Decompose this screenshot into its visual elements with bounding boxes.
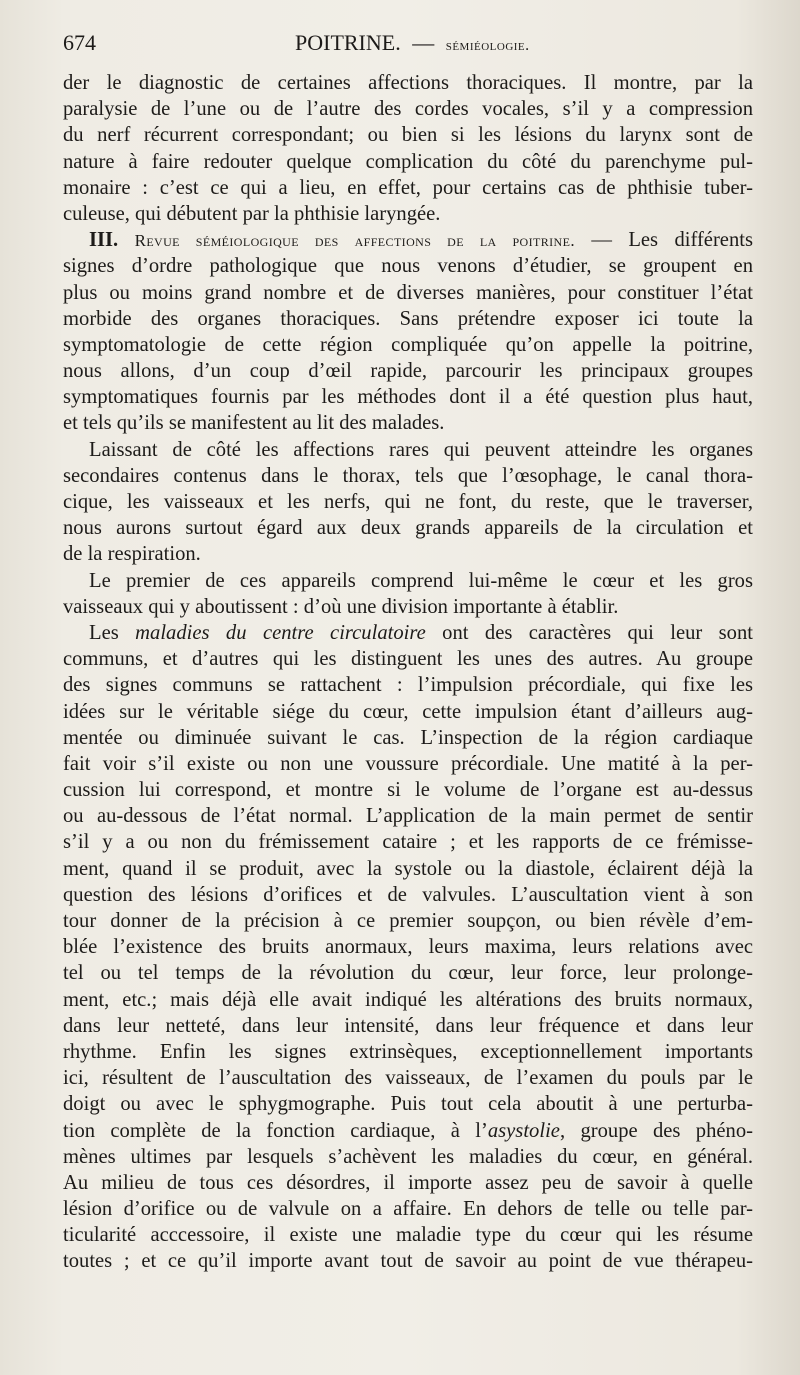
text-line: de la respiration.: [63, 543, 201, 566]
text-line: ment, quand il se produit, avec la systole ou la diastole, éclairent déjà la: [63, 857, 753, 880]
body-text: [63, 70, 753, 1275]
text-line: Laissant de côté les affections rares qui peuvent atteindre les organes: [89, 438, 753, 461]
text-line: dans leur netteté, dans leur intensité, dans leur fréquence et dans leur: [63, 1014, 753, 1037]
text-segment: Les: [89, 621, 136, 644]
text-line: ici, résultent de l’auscultation des vaisseaux, de l’examen du pouls par le: [63, 1067, 753, 1090]
text-line: Au milieu de tous ces désordres, il importe assez peu de savoir à quelle: [63, 1171, 753, 1194]
text-line: nous allons, d’un coup d’œil rapide, parcourir les principaux groupes: [63, 360, 753, 383]
text-segment: , groupe des phéno-: [559, 1119, 753, 1142]
text-line: nous aurons surtout égard aux deux grands appareils de la circulation et: [63, 517, 753, 540]
text-line: tour donner de la précision à ce premier soupçon, ou bien révèle d’em-: [63, 910, 753, 932]
text-line: mènes ultimes par lesquels s’achèvent les maladies du cœur, en général.: [63, 1145, 753, 1168]
running-title: [295, 30, 530, 56]
text-line: blée l’existence des bruits anormaux, leurs maxima, leurs relations avec: [63, 936, 753, 959]
text-line: plus ou moins grand nombre et de diverses manières, pour constituer l’état: [63, 281, 753, 304]
text-line: cique, les vaisseaux et les nerfs, qui ne font, du reste, que le traverser,: [63, 491, 753, 513]
text-line: symptomatiques fournis par les méthodes dont il a été question plus haut,: [63, 386, 753, 409]
section-heading: Revue séméiologique des affections de la poitrine.: [134, 231, 575, 251]
running-header: [63, 30, 752, 60]
text-line: monaire : c’est ce qui a lieu, en effet, pour certains cas de phthisie tuber-: [63, 176, 753, 199]
text-line: culeuse, qui débutent par la phthisie laryngée.: [63, 202, 441, 225]
text-line: doigt ou avec le sphygmographe. Puis tout cela aboutit à une perturba-: [63, 1093, 753, 1116]
text-line: paralysie de l’une ou de l’autre des cordes vocales, s’il y a compression: [63, 98, 753, 121]
chapter-title: POITRINE.: [295, 30, 401, 55]
text-line: fait voir s’il existe ou non une voussure précordiale. Une matité à la per-: [63, 752, 753, 775]
text-line: s’il y a ou non du frémissement cataire ; et les rapports de ce frémisse-: [63, 831, 753, 854]
text-line: signes d’ordre pathologique que nous venons d’étudier, se groupent en: [63, 255, 753, 278]
text-line: morbide des organes thoraciques. Sans prétendre exposer ici toute la: [63, 307, 753, 330]
text-line: du nerf récurrent correspondant; ou bien si les lésions du larynx sont de: [63, 124, 753, 147]
section-number: III.: [89, 229, 119, 252]
text-line: vaisseaux qui y aboutissent : d’où une division importante à établir.: [63, 595, 619, 618]
text-line: Le premier de ces appareils comprend lui-même le cœur et les gros: [89, 569, 753, 592]
text-line: rhythme. Enfin les signes extrinsèques, exceptionnellement importants: [63, 1040, 753, 1063]
section-heading-rest: — Les différents: [575, 229, 753, 252]
text-segment: tion complète de la fonction cardiaque, à l’: [63, 1119, 488, 1142]
title-dash: —: [412, 30, 435, 55]
text-line: cussion lui correspond, et montre si le volume de l’organe est au-dessus: [63, 779, 753, 802]
text-line: mentée ou diminuée suivant le cas. L’inspection de la région cardiaque: [63, 726, 753, 749]
text-line: toutes ; et ce qu’il importe avant tout de savoir au point de vue thérapeu-: [63, 1250, 753, 1273]
section-subtitle: sémiéologie.: [445, 37, 530, 54]
page-number: 674: [63, 30, 96, 55]
text-line: idées sur le véritable siége du cœur, cette impulsion étant d’ailleurs aug-: [63, 700, 753, 723]
text-segment: ont des caractères qui leur sont: [425, 621, 753, 644]
text-line: symptomatologie de cette région compliquée qu’on appelle la poitrine,: [63, 333, 753, 356]
text-line: [63, 620, 753, 646]
text-line: [63, 1118, 753, 1144]
text-line: der le diagnostic de certaines affections thoraciques. Il montre, par la: [63, 72, 753, 94]
text-line: ticularité acccessoire, il existe une maladie type du cœur qui les résume: [63, 1224, 753, 1247]
text-line: secondaires contenus dans le thorax, tels que l’œsophage, le canal thora-: [63, 464, 753, 487]
text-line: ou au-dessous de l’état normal. L’application de la main permet de sentir: [63, 805, 753, 828]
italic-term: asystolie: [487, 1119, 560, 1142]
text-line: ment, etc.; mais déjà elle avait indiqué les altérations des bruits normaux,: [63, 988, 753, 1011]
italic-term: maladies du centre circulatoire: [135, 621, 426, 644]
text-line: question des lésions d’orifices et de valvules. L’auscultation vient à son: [63, 883, 753, 906]
text-line: des signes communs se rattachent : l’impulsion précordiale, qui fixe les: [63, 674, 753, 697]
text-line: nature à faire redouter quelque complication du côté du parenchyme pul-: [63, 150, 753, 173]
text-line: lésion d’orifice ou de valvule on a affaire. En dehors de telle ou telle par-: [63, 1198, 753, 1221]
text-line: communs, et d’autres qui les distinguent les unes des autres. Au groupe: [63, 648, 753, 671]
section-heading-line: [63, 227, 753, 253]
text-line: et tels qu’ils se manifestent au lit des malades.: [63, 412, 445, 435]
text-line: tel ou tel temps de la révolution du cœur, leur force, leur prolonge-: [63, 962, 753, 985]
